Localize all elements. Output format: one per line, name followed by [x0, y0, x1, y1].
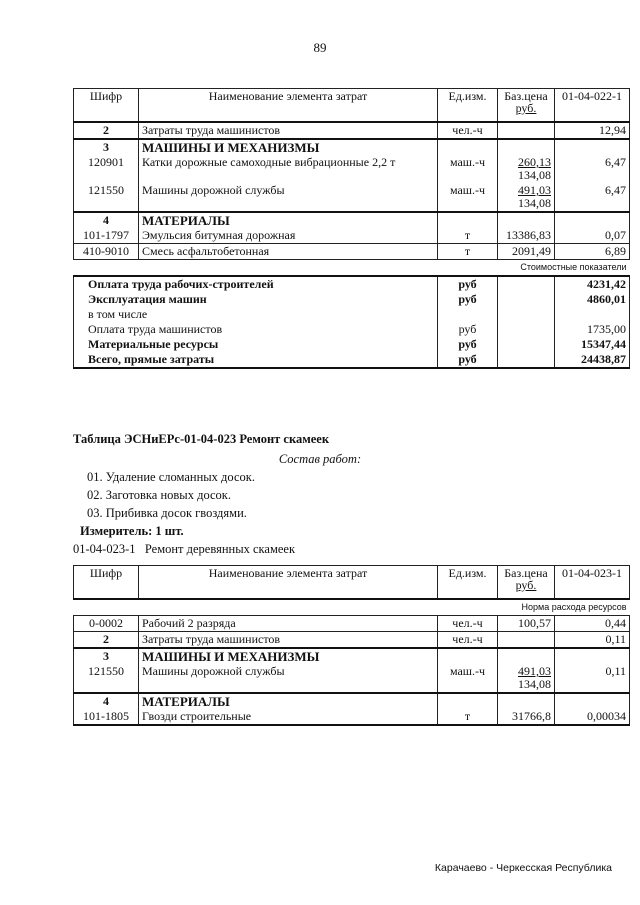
summary-row — [74, 307, 630, 322]
work-item: 02. Заготовка новых досок. — [87, 488, 232, 502]
work-item: 01. Удаление сломанных досок. — [87, 470, 255, 484]
row-unit: чел.-ч — [438, 632, 498, 649]
row-code: 410-9010 — [74, 244, 139, 260]
row-unit: чел.-ч — [438, 616, 498, 632]
row-unit: маш.-ч — [438, 183, 498, 212]
cost-caption-row — [74, 260, 630, 277]
table-row — [74, 616, 630, 632]
summary-label: Оплата труда рабочих-строителей — [74, 276, 438, 292]
row-price: 31766,8 — [498, 709, 555, 725]
row-code: 2 — [74, 122, 139, 139]
work-item: 03. Прибивка досок гвоздями. — [87, 506, 247, 520]
summary-value: 4860,01 — [555, 292, 630, 307]
row-code: 4 — [74, 212, 139, 228]
summary-label: Оплата труда машинистов — [74, 322, 438, 337]
summary-label: Эксплуатация машин — [74, 292, 438, 307]
table-row — [74, 244, 630, 260]
row-value: 0,11 — [555, 664, 630, 693]
section-title: МАТЕРИАЛЫ — [139, 693, 438, 709]
resource-caption-row — [74, 599, 630, 616]
row-value: 6,47 — [555, 155, 630, 183]
row-name: Смесь асфальтобетонная — [139, 244, 438, 260]
row-name: Катки дорожные самоходные вибрационные 2,2 т — [139, 155, 438, 183]
row-price: 2091,49 — [498, 244, 555, 260]
section-heading-machines — [74, 648, 630, 664]
row-unit: чел.-ч — [438, 122, 498, 139]
summary-label: Материальные ресурсы — [74, 337, 438, 352]
row-price: 260,13 134,08 — [498, 155, 555, 183]
summary-unit: руб — [438, 292, 498, 307]
table-row — [74, 183, 630, 212]
table-row — [74, 155, 630, 183]
cost-caption: Стоимостные показатели — [74, 260, 630, 277]
summary-value: 4231,42 — [555, 276, 630, 292]
row-name: Машины дорожной службы — [139, 183, 438, 212]
header-norm: 01-04-022-1 — [555, 89, 630, 123]
summary-row — [74, 276, 630, 292]
summary-unit: руб — [438, 337, 498, 352]
section-heading-materials — [74, 693, 630, 709]
row-unit: т — [438, 244, 498, 260]
row-name: Гвозди строительные — [139, 709, 438, 725]
norm-title: 01-04-023-1 Ремонт деревянных скамеек — [73, 542, 296, 556]
header-price: Баз.цена руб. — [498, 89, 555, 123]
row-code: 4 — [74, 693, 139, 709]
header-code: Шифр — [74, 89, 139, 123]
table-row — [74, 709, 630, 725]
summary-row — [74, 337, 630, 352]
row-unit: маш.-ч — [438, 155, 498, 183]
summary-value: 15347,44 — [555, 337, 630, 352]
row-code: 3 — [74, 139, 139, 155]
header-unit: Ед.изм. — [438, 566, 498, 600]
row-code: 121550 — [74, 664, 139, 693]
section-title: МАШИНЫ И МЕХАНИЗМЫ — [139, 648, 438, 664]
table-header — [74, 89, 630, 123]
header-name: Наименование элемента затрат — [139, 89, 438, 123]
row-name: Рабочий 2 разряда — [139, 616, 438, 632]
row-code: 121550 — [74, 183, 139, 212]
summary-value: 24438,87 — [555, 352, 630, 368]
resource-table-1 — [73, 88, 630, 369]
row-code: 2 — [74, 632, 139, 649]
header-name: Наименование элемента затрат — [139, 566, 438, 600]
resource-table-2 — [73, 565, 630, 726]
row-value: 0,11 — [555, 632, 630, 649]
work-heading: Состав работ: — [278, 452, 362, 466]
row-unit: т — [438, 709, 498, 725]
row-name: Затраты труда машинистов — [139, 632, 438, 649]
page-footer: Карачаево - Черкесская Республика — [434, 862, 612, 874]
table-row — [74, 632, 630, 649]
resource-caption: Норма расхода ресурсов — [74, 599, 630, 616]
row-name: Затраты труда машинистов — [139, 122, 438, 139]
summary-row — [74, 322, 630, 337]
row-code: 3 — [74, 648, 139, 664]
header-price: Баз.цена руб. — [498, 566, 555, 600]
page-number: 89 — [313, 40, 327, 55]
summary-value: 1735,00 — [555, 322, 630, 337]
row-unit: т — [438, 228, 498, 244]
row-name: Эмульсия битумная дорожная — [139, 228, 438, 244]
table-row — [74, 228, 630, 244]
row-value: 0,07 — [555, 228, 630, 244]
header-norm: 01-04-023-1 — [555, 566, 630, 600]
row-code: 0-0002 — [74, 616, 139, 632]
row-name: Машины дорожной службы — [139, 664, 438, 693]
row-value: 0,44 — [555, 616, 630, 632]
summary-label: Всего, прямые затраты — [74, 352, 438, 368]
header-unit: Ед.изм. — [438, 89, 498, 123]
section-title: МАШИНЫ И МЕХАНИЗМЫ — [139, 139, 438, 155]
row-value: 6,89 — [555, 244, 630, 260]
row-value: 0,00034 — [555, 709, 630, 725]
table-title: Таблица ЭСНиЕРс-01-04-023 Ремонт скамеек — [73, 432, 330, 446]
row-code: 101-1805 — [74, 709, 139, 725]
section-heading-materials — [74, 212, 630, 228]
row-price: 100,57 — [498, 616, 555, 632]
row-code: 120901 — [74, 155, 139, 183]
table-row — [74, 122, 630, 139]
header-code: Шифр — [74, 566, 139, 600]
summary-unit: руб — [438, 352, 498, 368]
summary-unit: руб — [438, 322, 498, 337]
section-title: МАТЕРИАЛЫ — [139, 212, 438, 228]
row-value: 6,47 — [555, 183, 630, 212]
row-price: 13386,83 — [498, 228, 555, 244]
row-unit: маш.-ч — [438, 664, 498, 693]
measure-unit: Измеритель: 1 шт. — [80, 524, 184, 538]
row-value: 12,94 — [555, 122, 630, 139]
summary-unit: руб — [438, 276, 498, 292]
row-code: 101-1797 — [74, 228, 139, 244]
row-price: 491,03 134,08 — [498, 183, 555, 212]
row-price: 491,03 134,08 — [498, 664, 555, 693]
table-row — [74, 664, 630, 693]
summary-label: в том числе — [74, 307, 438, 322]
summary-row — [74, 352, 630, 368]
summary-row — [74, 292, 630, 307]
section-heading-machines — [74, 139, 630, 155]
table-header — [74, 566, 630, 600]
